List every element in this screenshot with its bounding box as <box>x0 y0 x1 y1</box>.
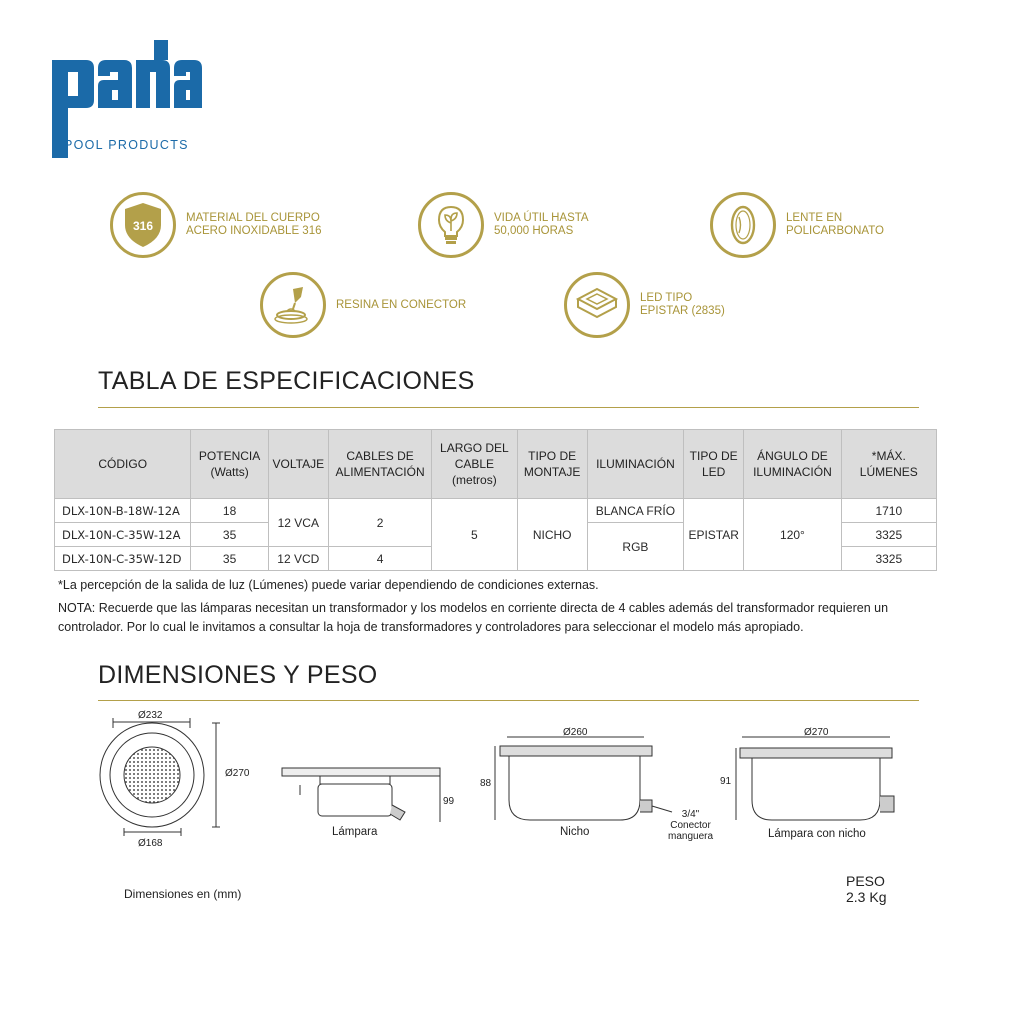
connector-type: manguera <box>668 831 714 842</box>
lampara-nicho-label: Lámpara con nicho <box>768 828 866 840</box>
connector-word: Conector <box>670 820 711 831</box>
technical-drawings <box>0 700 1024 880</box>
feature-lente-line2: POLICARBONATO <box>786 225 884 237</box>
cell-codigo: DLX-10N-C-35W-12A <box>55 523 191 547</box>
connector-size: 3/4" <box>681 809 700 820</box>
cell-cables-ac: 2 <box>328 499 431 547</box>
cell-lumenes: 3325 <box>841 523 936 547</box>
nicho-label: Nicho <box>560 826 590 838</box>
cell-largo: 5 <box>432 499 517 571</box>
lampara-drawing <box>282 768 440 822</box>
steel-316-icon <box>110 192 176 258</box>
peso-value: 2.3 Kg <box>846 889 887 905</box>
cell-cables-dc: 4 <box>328 547 431 571</box>
cell-montaje: NICHO <box>517 499 587 571</box>
weight-block <box>846 873 886 905</box>
nota-text: NOTA: Recuerde que las lámparas necesitan un transformador y los modelos en corriente directa de 4 cables además del transformador requieren un controlador. Por lo cual le invitamos a consultar la hoja de transformadores y controladores para seleccionar el modelo más apropiado. <box>58 601 889 634</box>
cell-voltaje-dc: 12 VCD <box>268 547 328 571</box>
cell-tipo-led: EPISTAR <box>684 499 744 571</box>
cell-codigo: DLX-10N-B-18W-12A <box>55 499 191 523</box>
feature-lente-line1: LENTE EN <box>786 212 843 224</box>
spec-title: TABLA DE ESPECIFICACIONES <box>98 367 475 395</box>
front-top-dim: Ø232 <box>138 710 163 721</box>
peso-label: PESO <box>846 873 885 889</box>
header-lumenes: *MÁX. LÚMENES <box>841 430 936 499</box>
spec-table <box>54 429 937 571</box>
header-voltaje: VOLTAJE <box>268 430 328 499</box>
lampara-label: Lámpara <box>332 826 378 838</box>
feature-vida-line2: 50,000 HORAS <box>494 225 574 237</box>
nicho-width-dim: Ø260 <box>563 727 588 738</box>
cell-angulo: 120° <box>744 499 841 571</box>
brand-tagline: POOL PRODUCTS <box>64 138 189 152</box>
resin-connector-icon <box>260 272 326 338</box>
cell-lumenes: 1710 <box>841 499 936 523</box>
feature-vida-line1: VIDA ÚTIL HASTA <box>494 212 589 224</box>
cell-voltaje-ac: 12 VCA <box>268 499 328 547</box>
header-montaje: TIPO DE MONTAJE <box>517 430 587 499</box>
header-tipo-led: TIPO DE LED <box>684 430 744 499</box>
nicho-height-dim: 88 <box>480 778 492 789</box>
feature-led-line1: LED TIPO <box>640 292 693 304</box>
lampara-nicho-width-dim: Ø270 <box>804 727 829 738</box>
cell-lumenes: 3325 <box>841 547 936 571</box>
spec-title-rule <box>98 407 919 408</box>
led-chip-icon <box>564 272 630 338</box>
bulb-life-icon <box>418 192 484 258</box>
lampara-nicho-drawing <box>736 737 894 820</box>
cell-ilum-rgb: RGB <box>587 523 683 571</box>
feature-resina <box>260 272 466 338</box>
header-iluminacion: ILUMINACIÓN <box>587 430 683 499</box>
lens-icon <box>710 192 776 258</box>
brand-logo <box>50 38 202 160</box>
feature-resina-line1: RESINA EN CONECTOR <box>336 298 467 311</box>
feature-lente <box>710 192 884 258</box>
feature-material <box>110 192 322 258</box>
badge-316-text: 316 <box>132 219 154 233</box>
front-side-dim: Ø270 <box>225 768 250 779</box>
lumen-footnote: *La percepción de la salida de luz (Lúmenes) puede variar dependiendo de condiciones externas. <box>58 578 599 592</box>
feature-led-line2: EPISTAR (2835) <box>640 305 725 317</box>
header-largo: LARGO DEL CABLE (metros) <box>432 430 517 499</box>
feature-led <box>564 272 725 338</box>
table-row <box>55 499 937 523</box>
header-cables: CABLES DE ALIMENTACIÓN <box>328 430 431 499</box>
feature-vida-util <box>418 192 589 258</box>
connector-label <box>668 809 713 842</box>
cell-codigo: DLX-10N-C-35W-12D <box>55 547 191 571</box>
header-angulo: ÁNGULO DE ILUMINACIÓN <box>744 430 841 499</box>
units-note: Dimensiones en (mm) <box>124 887 242 901</box>
lampara-nicho-height-dim: 91 <box>720 776 732 787</box>
cell-potencia: 35 <box>191 547 268 571</box>
lampara-height-dim: 99 <box>443 796 455 807</box>
cell-ilum-blanca: BLANCA FRÍO <box>587 499 683 523</box>
cell-potencia: 18 <box>191 499 268 523</box>
dimensions-title: DIMENSIONES Y PESO <box>98 661 378 689</box>
front-view-drawing <box>100 718 220 836</box>
cell-potencia: 35 <box>191 523 268 547</box>
front-bottom-dim: Ø168 <box>138 838 163 849</box>
feature-material-line2: ACERO INOXIDABLE 316 <box>186 225 322 237</box>
spec-header-row <box>55 430 937 499</box>
header-potencia: POTENCIA (Watts) <box>191 430 268 499</box>
header-codigo: CÓDIGO <box>55 430 191 499</box>
feature-material-line1: MATERIAL DEL CUERPO <box>186 212 320 224</box>
nicho-drawing <box>495 737 672 820</box>
